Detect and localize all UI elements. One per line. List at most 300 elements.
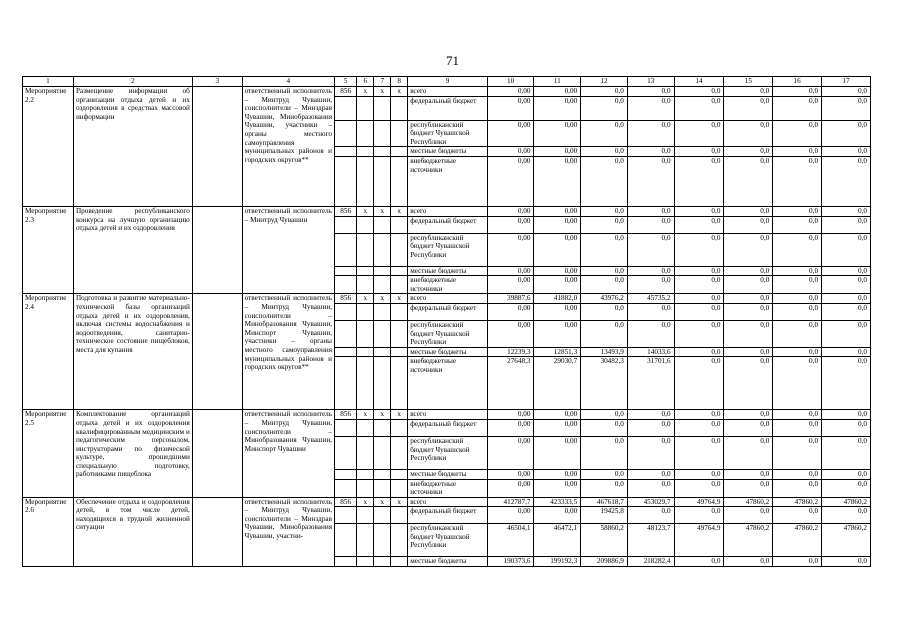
funding-source: всего xyxy=(408,206,488,216)
amount-cell: 0,0 xyxy=(773,303,822,320)
budget-code-empty xyxy=(391,524,408,557)
amount-cell: 0,0 xyxy=(724,347,773,357)
amount-cell: 0,0 xyxy=(674,479,724,497)
amount-cell: 0,0 xyxy=(773,436,822,469)
amount-cell: 0,0 xyxy=(581,419,628,436)
funding-source: федеральный бюджет xyxy=(408,96,488,120)
budget-code-empty xyxy=(357,320,374,347)
column-header: 4 xyxy=(242,77,334,87)
amount-cell: 0,0 xyxy=(822,320,871,347)
amount-cell: 0,0 xyxy=(773,479,822,497)
amount-cell: 0,0 xyxy=(627,216,674,233)
amount-cell: 29030,7 xyxy=(534,357,581,410)
funding-source: республиканский бюджет Чувашской Республики xyxy=(408,233,488,266)
budget-code-empty xyxy=(391,469,408,479)
budget-code-empty xyxy=(374,479,391,497)
amount-cell: 218282,4 xyxy=(627,557,674,567)
funding-source: федеральный бюджет xyxy=(408,419,488,436)
measure-name: Размещение информации об организации отдыха детей и их оздоровления в средствах массовой информации xyxy=(73,87,192,207)
budget-code-empty xyxy=(357,469,374,479)
funding-source: всего xyxy=(408,497,488,507)
amount-cell: 47860,2 xyxy=(724,497,773,507)
amount-cell: 0,0 xyxy=(674,216,724,233)
budget-code-empty xyxy=(335,216,357,233)
amount-cell: 0,00 xyxy=(487,410,534,420)
amount-cell: 0,0 xyxy=(773,410,822,420)
amount-cell: 190373,6 xyxy=(487,557,534,567)
budget-code-empty xyxy=(391,479,408,497)
table-body xyxy=(23,87,871,567)
amount-cell: 0,0 xyxy=(674,410,724,420)
amount-cell: 0,0 xyxy=(674,156,724,206)
budget-code: 856 xyxy=(335,206,357,216)
amount-cell: 0,00 xyxy=(487,276,534,294)
amount-cell: 467618,7 xyxy=(581,497,628,507)
amount-cell: 0,0 xyxy=(773,120,822,147)
funding-source: республиканский бюджет Чувашской Республики xyxy=(408,320,488,347)
amount-cell: 0,0 xyxy=(822,469,871,479)
amount-cell: 0,0 xyxy=(773,294,822,304)
budget-code-empty xyxy=(391,357,408,410)
column-header: 9 xyxy=(408,77,488,87)
amount-cell: 0,0 xyxy=(581,147,628,157)
budget-code-empty xyxy=(374,96,391,120)
amount-cell: 0,00 xyxy=(487,206,534,216)
measure-name: Подготовка и развитие материально-технической базы организаций отдыха детей и их оздоровления, включая системы водоснабжения и водоотведения, санитарно-техническое состояние пищеблоков, места для купания xyxy=(73,294,192,410)
amount-cell: 0,00 xyxy=(487,266,534,276)
budget-code-empty xyxy=(335,507,357,524)
budget-code-empty xyxy=(391,320,408,347)
amount-cell: 0,0 xyxy=(822,156,871,206)
budget-code-empty xyxy=(391,303,408,320)
measure-executor: ответственный исполнитель – Минтруд Чувашии xyxy=(242,206,334,293)
amount-cell: 0,0 xyxy=(822,557,871,567)
amount-cell: 12851,3 xyxy=(534,347,581,357)
amount-cell: 0,0 xyxy=(822,436,871,469)
measure-id: Мероприятие 2.6 xyxy=(23,497,74,566)
amount-cell: 0,00 xyxy=(534,216,581,233)
budget-code: x xyxy=(391,497,408,507)
amount-cell: 0,0 xyxy=(627,410,674,420)
budget-code-empty xyxy=(374,320,391,347)
budget-code-empty xyxy=(374,216,391,233)
amount-cell: 31701,6 xyxy=(627,357,674,410)
amount-cell: 0,0 xyxy=(581,479,628,497)
measure-executor: ответственный исполнитель – Минтруд Чувашии, соисполнители – Минобразования Чувашии, Минспорт Чувашии, участники – органы местного самоуправления муниципальных районов и городских округов** xyxy=(242,294,334,410)
amount-cell: 0,00 xyxy=(487,419,534,436)
amount-cell: 0,0 xyxy=(674,233,724,266)
amount-cell: 0,0 xyxy=(627,206,674,216)
measure-col3 xyxy=(192,294,242,410)
budget-code-empty xyxy=(335,303,357,320)
budget-code-empty xyxy=(357,96,374,120)
funding-source: местные бюджеты xyxy=(408,147,488,157)
budget-code-empty xyxy=(374,524,391,557)
budget-code: x xyxy=(391,294,408,304)
amount-cell: 0,00 xyxy=(487,469,534,479)
amount-cell: 0,0 xyxy=(773,156,822,206)
amount-cell: 13493,9 xyxy=(581,347,628,357)
funding-source: внебюджетные источники xyxy=(408,156,488,206)
amount-cell: 0,0 xyxy=(724,233,773,266)
amount-cell: 0,0 xyxy=(773,357,822,410)
amount-cell: 0,00 xyxy=(487,120,534,147)
amount-cell: 0,0 xyxy=(724,120,773,147)
amount-cell: 0,0 xyxy=(822,276,871,294)
measure-col3 xyxy=(192,410,242,497)
amount-cell: 0,00 xyxy=(487,156,534,206)
amount-cell: 0,0 xyxy=(724,357,773,410)
amount-cell: 0,0 xyxy=(724,87,773,97)
amount-cell: 46472,1 xyxy=(534,524,581,557)
amount-cell: 49764,9 xyxy=(674,497,724,507)
amount-cell: 0,00 xyxy=(534,469,581,479)
amount-cell: 43976,2 xyxy=(581,294,628,304)
budget-code-empty xyxy=(357,436,374,469)
amount-cell: 0,0 xyxy=(822,479,871,497)
amount-cell: 14033,6 xyxy=(627,347,674,357)
budget-code: x xyxy=(357,497,374,507)
column-header: 10 xyxy=(487,77,534,87)
amount-cell: 0,00 xyxy=(534,266,581,276)
amount-cell: 0,00 xyxy=(487,436,534,469)
table-row xyxy=(23,206,871,216)
funding-source: федеральный бюджет xyxy=(408,303,488,320)
amount-cell: 0,0 xyxy=(581,233,628,266)
budget-code-empty xyxy=(374,419,391,436)
amount-cell: 39887,6 xyxy=(487,294,534,304)
page-number: 71 xyxy=(446,53,459,68)
amount-cell: 0,0 xyxy=(627,320,674,347)
amount-cell: 0,0 xyxy=(724,419,773,436)
amount-cell: 0,0 xyxy=(627,120,674,147)
amount-cell: 0,0 xyxy=(724,507,773,524)
funding-source: местные бюджеты xyxy=(408,469,488,479)
amount-cell: 0,00 xyxy=(487,320,534,347)
budget-code: 856 xyxy=(335,410,357,420)
budget-code: x xyxy=(357,294,374,304)
measure-col3 xyxy=(192,87,242,207)
amount-cell: 0,00 xyxy=(487,87,534,97)
funding-source: всего xyxy=(408,294,488,304)
amount-cell: 0,0 xyxy=(674,507,724,524)
funding-source: республиканский бюджет Чувашской Республики xyxy=(408,436,488,469)
amount-cell: 0,00 xyxy=(534,96,581,120)
amount-cell: 0,00 xyxy=(534,233,581,266)
amount-cell: 0,0 xyxy=(724,216,773,233)
amount-cell: 0,0 xyxy=(627,276,674,294)
budget-code-empty xyxy=(335,479,357,497)
amount-cell: 0,0 xyxy=(674,557,724,567)
measure-name: Обеспечение отдыха и оздоровления детей, в том числе детей, находящихся в трудной жизненной ситуации xyxy=(73,497,192,566)
amount-cell: 0,0 xyxy=(724,479,773,497)
measure-name: Проведение республиканского конкурса на лучшую организацию отдыха детей и их оздоровления xyxy=(73,206,192,293)
budget-code-empty xyxy=(391,120,408,147)
budget-code-empty xyxy=(357,266,374,276)
amount-cell: 0,00 xyxy=(534,87,581,97)
budget-code-empty xyxy=(357,156,374,206)
budget-code: x xyxy=(374,294,391,304)
budget-code-empty xyxy=(391,507,408,524)
amount-cell: 0,0 xyxy=(773,216,822,233)
amount-cell: 0,0 xyxy=(674,96,724,120)
amount-cell: 0,0 xyxy=(724,436,773,469)
amount-cell: 0,0 xyxy=(674,294,724,304)
amount-cell: 0,0 xyxy=(724,147,773,157)
amount-cell: 0,0 xyxy=(674,436,724,469)
amount-cell: 0,0 xyxy=(822,357,871,410)
budget-code-empty xyxy=(335,156,357,206)
amount-cell: 47860,2 xyxy=(822,524,871,557)
amount-cell: 0,0 xyxy=(724,469,773,479)
budget-code-empty xyxy=(374,507,391,524)
amount-cell: 0,0 xyxy=(773,87,822,97)
amount-cell: 0,00 xyxy=(534,156,581,206)
amount-cell: 0,0 xyxy=(724,557,773,567)
amount-cell: 47860,2 xyxy=(773,497,822,507)
funding-source: федеральный бюджет xyxy=(408,216,488,233)
funding-source: внебюджетные источники xyxy=(408,479,488,497)
amount-cell: 0,0 xyxy=(773,320,822,347)
amount-cell: 0,0 xyxy=(724,276,773,294)
budget-code-empty xyxy=(374,469,391,479)
budget-code-empty xyxy=(335,419,357,436)
amount-cell: 45735,2 xyxy=(627,294,674,304)
amount-cell: 0,0 xyxy=(581,436,628,469)
amount-cell: 0,0 xyxy=(822,507,871,524)
amount-cell: 0,0 xyxy=(822,233,871,266)
amount-cell: 0,0 xyxy=(581,96,628,120)
budget-code-empty xyxy=(335,320,357,347)
amount-cell: 0,0 xyxy=(822,294,871,304)
amount-cell: 0,0 xyxy=(581,469,628,479)
budget-code-empty xyxy=(357,147,374,157)
budget-code-empty xyxy=(374,557,391,567)
amount-cell: 0,0 xyxy=(581,303,628,320)
budget-code-empty xyxy=(335,233,357,266)
measure-col3 xyxy=(192,497,242,566)
amount-cell: 0,0 xyxy=(773,347,822,357)
measure-name: Комплектование организаций отдыха детей и их оздоровления квалифицированным медицинским и педагогическим персоналом, инструкторами по физической культуре, прошедшими специальную подготовку, работниками пищеблока xyxy=(73,410,192,497)
budget-code: x xyxy=(357,206,374,216)
budget-code: 856 xyxy=(335,497,357,507)
amount-cell: 47860,2 xyxy=(773,524,822,557)
amount-cell: 0,0 xyxy=(674,347,724,357)
budget-code-empty xyxy=(391,436,408,469)
column-header: 3 xyxy=(192,77,242,87)
budget-code-empty xyxy=(357,419,374,436)
amount-cell: 0,0 xyxy=(773,557,822,567)
amount-cell: 0,0 xyxy=(724,410,773,420)
amount-cell: 0,0 xyxy=(773,96,822,120)
budget-code-empty xyxy=(374,303,391,320)
funding-source: республиканский бюджет Чувашской Республики xyxy=(408,524,488,557)
amount-cell: 27648,3 xyxy=(487,357,534,410)
amount-cell: 0,00 xyxy=(534,419,581,436)
amount-cell: 0,0 xyxy=(627,303,674,320)
budget-code-empty xyxy=(335,147,357,157)
amount-cell: 0,00 xyxy=(534,320,581,347)
funding-source: местные бюджеты xyxy=(408,557,488,567)
amount-cell: 0,00 xyxy=(534,436,581,469)
amount-cell: 0,0 xyxy=(674,206,724,216)
budget-code-empty xyxy=(391,276,408,294)
budget-code-empty xyxy=(391,557,408,567)
amount-cell: 0,0 xyxy=(822,419,871,436)
budget-code: x xyxy=(357,410,374,420)
column-header: 6 xyxy=(357,77,374,87)
column-header: 8 xyxy=(391,77,408,87)
amount-cell: 0,0 xyxy=(627,147,674,157)
funding-source: местные бюджеты xyxy=(408,266,488,276)
budget-code-empty xyxy=(374,357,391,410)
measure-executor: ответственный исполнитель – Минтруд Чувашии, соисполнители – Минобразования Чувашии, Минспорт Чувашии xyxy=(242,410,334,497)
amount-cell: 199192,3 xyxy=(534,557,581,567)
amount-cell: 0,0 xyxy=(627,87,674,97)
budget-code-empty xyxy=(335,436,357,469)
budget-code-empty xyxy=(357,233,374,266)
budget-code-empty xyxy=(391,233,408,266)
amount-cell: 0,00 xyxy=(487,303,534,320)
amount-cell: 0,00 xyxy=(534,206,581,216)
amount-cell: 0,0 xyxy=(674,357,724,410)
amount-cell: 412787,7 xyxy=(487,497,534,507)
amount-cell: 0,0 xyxy=(627,233,674,266)
budget-code-empty xyxy=(391,266,408,276)
amount-cell: 0,0 xyxy=(674,320,724,347)
column-header: 7 xyxy=(374,77,391,87)
amount-cell: 0,0 xyxy=(822,87,871,97)
budget-code-empty xyxy=(335,347,357,357)
amount-cell: 0,0 xyxy=(724,266,773,276)
amount-cell: 0,0 xyxy=(822,147,871,157)
budget-code-empty xyxy=(391,419,408,436)
funding-source: внебюджетные источники xyxy=(408,357,488,410)
amount-cell: 0,0 xyxy=(674,303,724,320)
budget-code-empty xyxy=(357,557,374,567)
budget-code: x xyxy=(391,87,408,97)
amount-cell: 0,0 xyxy=(581,320,628,347)
amount-cell: 0,00 xyxy=(534,507,581,524)
amount-cell: 0,0 xyxy=(773,507,822,524)
amount-cell: 0,0 xyxy=(627,479,674,497)
budget-code: x xyxy=(357,87,374,97)
budget-code-empty xyxy=(391,156,408,206)
amount-cell: 0,0 xyxy=(627,96,674,120)
table-row xyxy=(23,410,871,420)
budget-code: x xyxy=(374,206,391,216)
amount-cell: 0,0 xyxy=(627,266,674,276)
amount-cell: 0,00 xyxy=(534,276,581,294)
budget-code-empty xyxy=(357,276,374,294)
amount-cell: 0,0 xyxy=(627,436,674,469)
column-header: 16 xyxy=(773,77,822,87)
amount-cell: 0,0 xyxy=(724,156,773,206)
amount-cell: 0,0 xyxy=(581,410,628,420)
amount-cell: 453029,7 xyxy=(627,497,674,507)
amount-cell: 58860,2 xyxy=(581,524,628,557)
budget-code-empty xyxy=(357,479,374,497)
amount-cell: 48123,7 xyxy=(627,524,674,557)
amount-cell: 0,0 xyxy=(674,419,724,436)
table-row xyxy=(23,87,871,97)
budget-code-empty xyxy=(335,557,357,567)
measure-id: Мероприятие 2.5 xyxy=(23,410,74,497)
amount-cell: 0,00 xyxy=(487,96,534,120)
budget-code-empty xyxy=(391,216,408,233)
amount-cell: 0,0 xyxy=(822,216,871,233)
amount-cell: 0,0 xyxy=(822,206,871,216)
budget-code: 856 xyxy=(335,87,357,97)
amount-cell: 0,0 xyxy=(674,147,724,157)
amount-cell: 0,0 xyxy=(724,294,773,304)
budget-code-empty xyxy=(335,120,357,147)
budget-code-empty xyxy=(357,216,374,233)
amount-cell: 0,0 xyxy=(581,156,628,206)
amount-cell: 0,0 xyxy=(627,419,674,436)
amount-cell: 0,0 xyxy=(724,206,773,216)
amount-cell: 0,0 xyxy=(773,266,822,276)
amount-cell: 0,00 xyxy=(534,410,581,420)
funding-source: федеральный бюджет xyxy=(408,507,488,524)
column-header: 5 xyxy=(335,77,357,87)
budget-code: x xyxy=(374,410,391,420)
budget-code-empty xyxy=(374,436,391,469)
amount-cell: 47860,2 xyxy=(724,524,773,557)
amount-cell: 0,00 xyxy=(487,216,534,233)
amount-cell: 0,0 xyxy=(581,206,628,216)
budget-code-empty xyxy=(335,524,357,557)
budget-code: x xyxy=(374,497,391,507)
amount-cell: 0,0 xyxy=(674,266,724,276)
amount-cell: 0,0 xyxy=(674,276,724,294)
budget-code-empty xyxy=(374,147,391,157)
amount-cell: 0,0 xyxy=(674,469,724,479)
funding-source: всего xyxy=(408,410,488,420)
amount-cell: 0,0 xyxy=(581,120,628,147)
budget-code-empty xyxy=(335,276,357,294)
amount-cell: 0,0 xyxy=(773,147,822,157)
amount-cell: 0,0 xyxy=(724,303,773,320)
funding-source: всего xyxy=(408,87,488,97)
budget-code-empty xyxy=(391,347,408,357)
column-header: 2 xyxy=(73,77,192,87)
budget-code-empty xyxy=(335,266,357,276)
amount-cell: 0,00 xyxy=(534,303,581,320)
amount-cell: 0,0 xyxy=(822,410,871,420)
column-header: 1 xyxy=(23,77,74,87)
amount-cell: 0,0 xyxy=(724,320,773,347)
amount-cell: 0,0 xyxy=(674,87,724,97)
budget-code: x xyxy=(391,410,408,420)
funding-source: местные бюджеты xyxy=(408,347,488,357)
amount-cell: 0,00 xyxy=(487,147,534,157)
amount-cell: 0,0 xyxy=(581,276,628,294)
column-header: 17 xyxy=(822,77,871,87)
budget-code: 856 xyxy=(335,294,357,304)
column-header: 14 xyxy=(674,77,724,87)
amount-cell: 423333,5 xyxy=(534,497,581,507)
budget-code-empty xyxy=(357,120,374,147)
amount-cell: 0,00 xyxy=(534,479,581,497)
amount-cell: 0,00 xyxy=(534,120,581,147)
column-header: 11 xyxy=(534,77,581,87)
amount-cell: 0,0 xyxy=(773,206,822,216)
amount-cell: 0,0 xyxy=(581,87,628,97)
budget-code-empty xyxy=(335,357,357,410)
amount-cell: 0,0 xyxy=(773,233,822,266)
table-row xyxy=(23,294,871,304)
